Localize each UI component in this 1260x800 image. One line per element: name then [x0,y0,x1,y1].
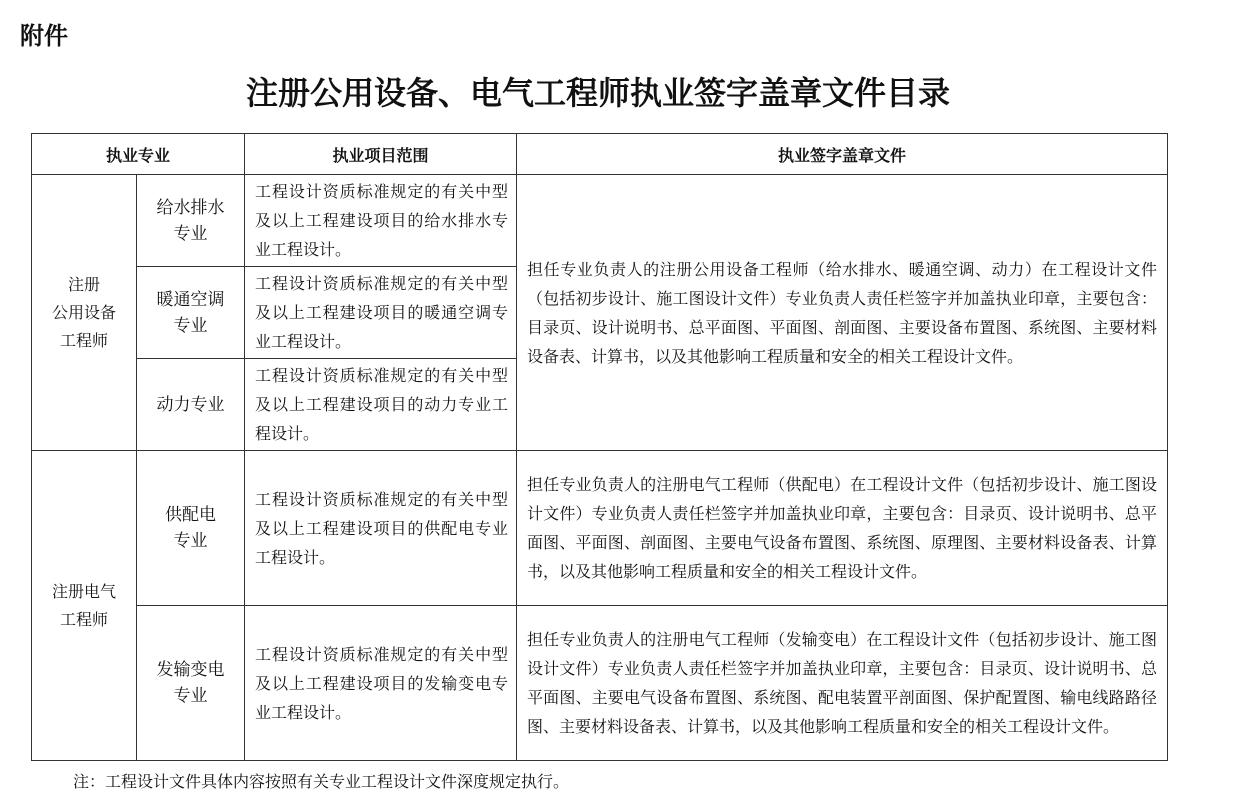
specialty-hvac [137,267,245,359]
specialty-line: 动力专业 [156,394,225,415]
specialty-line: 专业 [173,531,208,551]
attachment-label: 附件 [20,22,68,50]
group-name-line: 工程师 [59,330,108,350]
group-name-utility-engineer [32,175,137,451]
header-files: 执业签字盖章文件 [517,134,1168,175]
specialty-line: 暖通空调 [156,289,225,310]
footnote: 注：工程设计文件具体内容按照有关专业工程设计文件深度规定执行。 [73,772,570,791]
specialty-line: 专业 [173,223,208,244]
group-name-line: 注册 [67,274,100,294]
table-header-row [32,134,1168,175]
files-cell-utility: 担任专业负责人的注册公用设备工程师（给水排水、暖通空调、动力）在工程设计文件（包括初步设计、施工图设计文件）专业负责人责任栏签字并加盖执业印章，主要包含：目录页、设计说明书、总平面图、平面图、剖面图、主要设备布置图、系统图、主要材料设备表、计算书，以及其他影响工程质量和安全的相关工程设计文件。 [517,175,1168,451]
table-row [32,175,1168,267]
specialty-line: 供配电 [165,505,216,525]
specialty-power [137,359,245,451]
scope-cell: 工程设计资质标准规定的有关中型及以上工程建设项目的动力专业工程设计。 [245,359,517,451]
document-title: 注册公用设备、电气工程师执业签字盖章文件目录 [245,74,950,112]
group-name-electrical-engineer [32,451,137,761]
scope-cell: 工程设计资质标准规定的有关中型及以上工程建设项目的暖通空调专业工程设计。 [245,267,517,359]
table-row [32,606,1168,761]
specialty-line: 专业 [173,315,208,336]
scope-cell: 工程设计资质标准规定的有关中型及以上工程建设项目的发输变电专业工程设计。 [245,606,517,761]
signature-file-table [31,133,1168,761]
group-name-line: 注册电气 [51,581,116,601]
scope-cell: 工程设计资质标准规定的有关中型及以上工程建设项目的给水排水专业工程设计。 [245,175,517,267]
group-name-line: 公用设备 [51,302,116,322]
specialty-water-supply [137,175,245,267]
files-cell-power-generation: 担任专业负责人的注册电气工程师（发输变电）在工程设计文件（包括初步设计、施工图设计文件）专业负责人责任栏签字并加盖执业印章，主要包含：目录页、设计说明书、总平面图、主要电气设备布置图、系统图、配电装置平剖面图、保护配置图、输电线路路径图、主要材料设备表、计算书，以及其他影响工程质量和安全的相关工程设计文件。 [517,606,1168,761]
table-row [32,451,1168,606]
specialty-power-generation [137,606,245,761]
scope-cell: 工程设计资质标准规定的有关中型及以上工程建设项目的供配电专业工程设计。 [245,451,517,606]
specialty-line: 给水排水 [156,197,225,218]
group-name-line: 工程师 [59,609,108,629]
header-scope: 执业项目范围 [245,134,517,175]
files-cell-power-distribution: 担任专业负责人的注册电气工程师（供配电）在工程设计文件（包括初步设计、施工图设计文件）专业负责人责任栏签字并加盖执业印章，主要包含：目录页、设计说明书、总平面图、平面图、剖面图、主要电气设备布置图、系统图、原理图、主要材料设备表、计算书，以及其他影响工程质量和安全的相关工程设计文件。 [517,451,1168,606]
header-specialty: 执业专业 [32,134,245,175]
specialty-power-distribution [137,451,245,606]
specialty-line: 专业 [173,686,208,706]
specialty-line: 发输变电 [156,660,225,680]
